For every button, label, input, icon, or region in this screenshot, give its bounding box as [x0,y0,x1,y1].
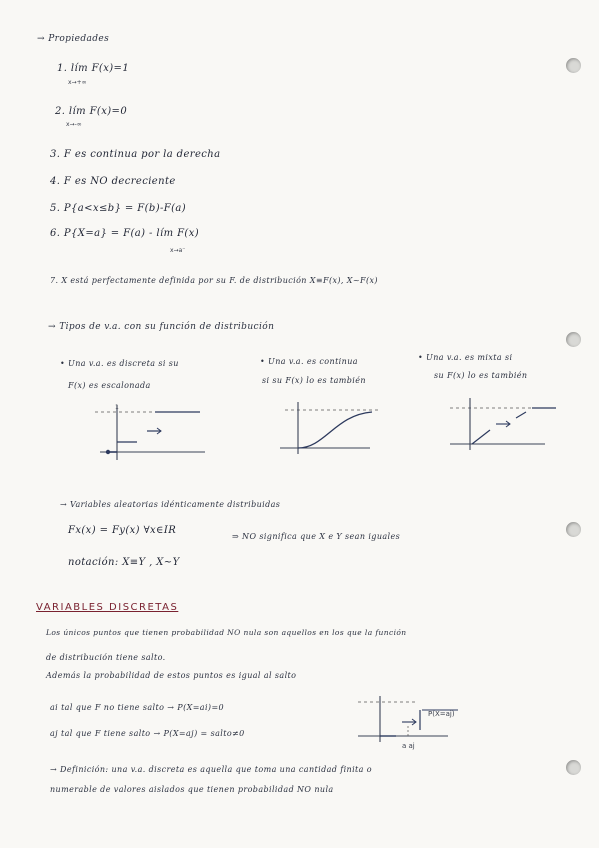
step-function-graph [95,400,205,465]
tipo-discreta-line2: F(x) es escalonada [68,381,151,390]
heading-variables-discretas: VARIABLES DISCRETAS [36,602,179,613]
tipo-mixta-line2: su F(x) lo es también [434,371,528,380]
property-3: 3. F es continua por la derecha [50,149,221,160]
definicion-line2: numerable de valores aislados que tienen probabilidad NO nula [50,785,334,794]
section-title-propiedades: → Propiedades [37,34,110,44]
binder-hole [566,522,581,537]
property-4: 4. F es NO decreciente [50,176,176,187]
jump-graph-axis-label: a aj [402,742,415,750]
binder-hole [566,332,581,347]
property-6-limit: x→a⁻ [170,247,186,254]
discretas-line1: Los únicos puntos que tienen probabilidad NO nula son aquellos en los que la función [46,628,407,637]
jump-graph [358,696,458,744]
identicas-formula: Fx(x) = Fy(x) ∀x∈IR [68,525,177,536]
discretas-line4: ai tal que F no tiene salto → P(X=ai)=0 [50,703,225,712]
property-1-limit: x→+∞ [68,79,87,86]
identicas-note: ⇒ NO significa que X e Y sean iguales [232,532,401,541]
property-1: 1. lím F(x)=1 [57,63,130,74]
binder-hole [566,58,581,73]
discretas-line5: aj tal que F tiene salto → P(X=aj) = salto≠0 [50,729,245,738]
property-2: 2. lím F(x)=0 [55,106,128,117]
mixed-function-graph [450,398,560,453]
discretas-line2: de distribución tiene salto. [46,653,166,662]
property-5: 5. P{a<x≤b} = F(b)-F(a) [50,203,187,214]
section-title-identicas: → Variables aleatorias idénticamente distribuidas [60,500,281,509]
tipo-discreta-line1: • Una v.a. es discreta si su [60,359,179,368]
continuous-function-graph [280,400,390,458]
binder-hole [566,760,581,775]
jump-graph-label: P(X=aj) [428,710,455,718]
tipo-mixta-line1: • Una v.a. es mixta si [418,353,513,362]
discretas-line3: Además la probabilidad de estos puntos es igual al salto [46,671,297,680]
graph-one-label: 1 [115,404,119,411]
tipo-continua-line1: • Una v.a. es continua [260,357,358,366]
tipo-continua-line2: si su F(x) lo es también [262,376,366,385]
identicas-notation: notación: X≡Y , X~Y [68,557,180,568]
property-7: 7. X está perfectamente definida por su F. de distribución X≡F(x), X~F(x) [50,276,378,285]
property-6: 6. P{X=a} = F(a) - lím F(x) [50,228,200,239]
definicion-line1: → Definición: una v.a. discreta es aquella que toma una cantidad finita o [50,765,373,774]
property-2-limit: x→-∞ [66,121,82,128]
section-title-tipos: → Tipos de v.a. con su función de distribución [48,322,275,332]
